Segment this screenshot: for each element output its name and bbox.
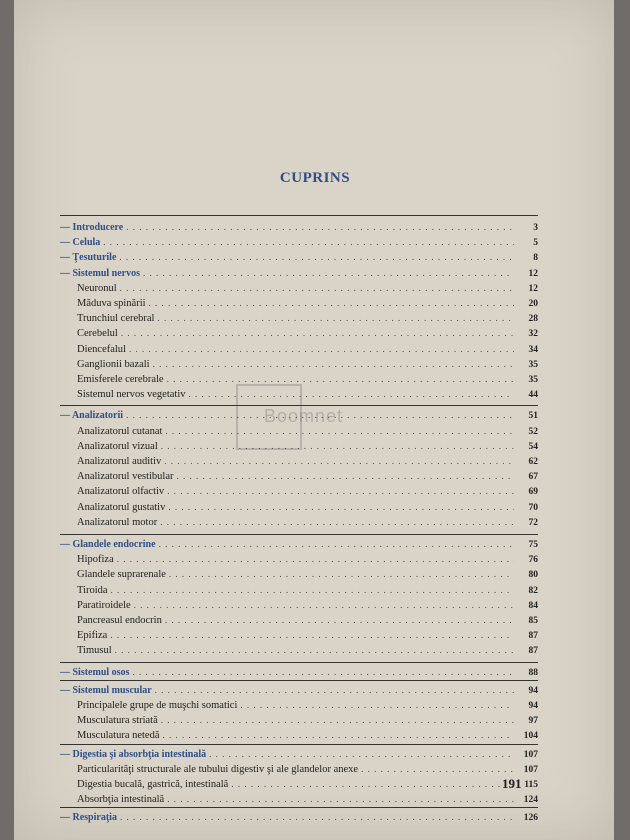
toc-subsection-entry — [60, 515, 538, 530]
toc-entry-page: 87 — [528, 646, 538, 657]
toc-entry-label: Diencefalul — [77, 343, 126, 355]
toc-entry-page: 69 — [528, 487, 538, 498]
toc-subsection-entry — [60, 281, 538, 296]
leader-dots — [129, 342, 514, 357]
toc-entry-label: Principalele grupe de muşchi somatici — [77, 700, 238, 711]
toc-section-entry — [60, 250, 538, 265]
leader-dots — [240, 698, 514, 713]
toc-entry-page: 115 — [524, 780, 538, 790]
leader-dots — [149, 296, 514, 311]
toc-entry-label: Particularităţi structurale ale tubului digestiv şi ale glandelor anexe — [77, 763, 359, 775]
toc-entry-label: Tiroida — [77, 584, 108, 596]
toc-entry-page: 62 — [528, 457, 538, 467]
toc-section-entry — [60, 810, 538, 825]
toc-entry-page: 52 — [528, 426, 538, 437]
toc-section-entry — [60, 747, 538, 762]
leader-dots — [126, 220, 514, 235]
leader-dots — [153, 357, 514, 372]
section-rule — [60, 534, 538, 535]
toc-entry-label: — Sistemul nervos — [60, 267, 140, 279]
toc-subsection-entry — [60, 552, 538, 567]
toc-entry-page: 97 — [528, 716, 538, 727]
toc-subsection-entry — [60, 583, 538, 598]
section-rule — [60, 680, 538, 681]
toc-entry-label: — Respiraţia — [60, 812, 117, 824]
leader-dots — [165, 613, 514, 628]
toc-entry-label: Analizatorul auditiv — [77, 456, 162, 467]
toc-subsection-entry — [60, 698, 538, 713]
toc-entry-page: 70 — [528, 502, 538, 513]
leader-dots — [165, 424, 514, 439]
toc-entry-label: — Sistemul muscular — [60, 684, 152, 696]
toc-entry-label: — Celula — [60, 237, 101, 249]
leader-dots — [231, 777, 514, 792]
leader-dots — [134, 598, 514, 613]
toc-entry-page: 12 — [528, 268, 538, 279]
section-rule — [60, 807, 538, 808]
toc-entry-page: 104 — [523, 731, 538, 742]
toc-entry-page: 76 — [528, 555, 538, 566]
toc-entry-label: Absorbţia intestinală — [77, 794, 165, 806]
toc-subsection-entry — [60, 296, 538, 311]
toc-section-entry — [60, 220, 538, 235]
leader-dots — [160, 515, 514, 530]
leader-dots — [103, 235, 514, 250]
toc-section-entry — [60, 235, 538, 250]
toc-entry-label: Analizatorul vizual — [77, 440, 158, 452]
leader-dots — [143, 266, 514, 281]
toc-subsection-entry — [60, 613, 538, 628]
leader-dots — [167, 792, 514, 807]
toc-entry-label: — Ţesuturile — [60, 252, 117, 264]
toc-entry-page: 44 — [528, 390, 538, 401]
leader-dots — [126, 408, 514, 423]
toc-entry-page: 5 — [533, 238, 538, 249]
toc-entry-page: 75 — [528, 540, 538, 550]
toc-subsection-entry — [60, 598, 538, 613]
leader-dots — [161, 439, 514, 454]
toc-entry-label: Analizatorul motor — [77, 516, 158, 528]
toc-subsection-entry — [60, 439, 538, 454]
toc-entry-label: — Introducere — [60, 222, 124, 233]
toc-entry-label: Musculatura striată — [77, 715, 158, 727]
toc-entry-label: — Sistemul osos — [60, 666, 130, 678]
toc-entry-label: Analizatorul cutanat — [77, 425, 163, 437]
toc-entry-label: Digestia bucală, gastrică, intestinală — [77, 779, 229, 790]
toc-subsection-entry — [60, 357, 538, 372]
toc-entry-label: Analizatorul olfactiv — [77, 486, 165, 498]
toc-section-entry — [60, 683, 538, 698]
section-rule — [60, 405, 538, 406]
toc-section-entry — [60, 537, 538, 552]
toc-subsection-entry — [60, 454, 538, 469]
toc-entry-label: Analizatorul vestibular — [77, 471, 174, 483]
toc-section-entry — [60, 665, 538, 680]
toc-entry-label: Analizatorul gustativ — [77, 501, 166, 513]
toc-entry-page: 72 — [528, 517, 538, 528]
leader-dots — [115, 643, 514, 658]
toc-entry-label: Ganglionii bazali — [77, 358, 150, 370]
leader-dots — [361, 762, 514, 777]
toc-entry-page: 80 — [528, 570, 538, 581]
toc-entry-page: 84 — [528, 600, 538, 611]
leader-dots — [111, 583, 514, 598]
leader-dots — [120, 281, 514, 296]
toc-entry-page: 67 — [528, 472, 538, 483]
toc-section-entry — [60, 408, 538, 423]
leader-dots — [132, 665, 514, 680]
toc-subsection-entry — [60, 777, 538, 792]
toc-subsection-entry — [60, 762, 538, 777]
toc-entry-page: 94 — [528, 685, 538, 696]
toc-entry-page: 82 — [528, 585, 538, 596]
leader-dots — [167, 372, 514, 387]
toc-entry-label: Timusul — [77, 645, 112, 657]
leader-dots — [157, 311, 514, 326]
toc-entry-label: — Digestia şi absorbţia intestinală — [60, 748, 207, 760]
toc-entry-label: Sistemul nervos vegetativ — [77, 389, 186, 401]
toc-entry-page: 3 — [533, 223, 538, 233]
toc-section-entry — [60, 266, 538, 281]
toc-entry-label: — Analizatorii — [60, 410, 124, 422]
toc-entry-label: Cerebelul — [77, 328, 118, 340]
toc-entry-page: 8 — [533, 253, 538, 264]
toc-subsection-entry — [60, 372, 538, 387]
leader-dots — [155, 683, 514, 698]
toc-subsection-entry — [60, 713, 538, 728]
leader-dots — [159, 537, 514, 552]
toc-subsection-entry — [60, 326, 538, 341]
toc-entry-page: 32 — [528, 329, 538, 340]
toc-entry-page: 34 — [528, 344, 538, 355]
toc-entry-label: Neuronul — [77, 282, 117, 294]
top-rule — [60, 215, 538, 216]
leader-dots — [121, 326, 514, 341]
leader-dots — [188, 387, 514, 402]
toc-entry-page: 126 — [523, 813, 538, 824]
leader-dots — [164, 454, 514, 469]
toc-entry-label: Hipofiza — [77, 554, 114, 566]
leader-dots — [209, 747, 514, 762]
toc-entry-page: 20 — [528, 299, 538, 309]
toc-entry-page: 51 — [528, 411, 538, 422]
page-title: CUPRINS — [279, 170, 351, 186]
leader-dots — [110, 628, 514, 643]
toc-subsection-entry — [60, 311, 538, 326]
toc-subsection-entry — [60, 643, 538, 658]
leader-dots — [168, 500, 514, 515]
toc-entry-page: 54 — [528, 441, 538, 452]
toc-subsection-entry — [60, 484, 538, 499]
toc-entry-page: 35 — [528, 375, 538, 385]
toc-entry-page: 107 — [523, 764, 538, 775]
leader-dots — [120, 810, 514, 825]
toc-entry-page: 85 — [528, 616, 538, 626]
leader-dots — [177, 469, 514, 484]
toc-subsection-entry — [60, 728, 538, 743]
toc-entry-page: 94 — [528, 701, 538, 711]
toc-entry-page: 28 — [528, 314, 538, 325]
leader-dots — [163, 728, 514, 743]
toc-entry-label: Paratiroidele — [77, 599, 131, 611]
toc-entry-label: Trunchiul cerebral — [77, 313, 155, 325]
toc-entry-label: Măduva spinării — [77, 298, 146, 309]
toc-entry-label: — Glandele endocrine — [60, 539, 156, 550]
toc-subsection-entry — [60, 500, 538, 515]
toc-entry-label: Emisferele cerebrale — [77, 374, 164, 385]
toc-entry-page: 35 — [528, 359, 538, 370]
toc-entry-label: Pancreasul endocrin — [77, 615, 162, 626]
section-rule — [60, 744, 538, 745]
leader-dots — [167, 484, 514, 499]
toc-entry-page: 88 — [528, 667, 538, 678]
toc-subsection-entry — [60, 792, 538, 807]
toc-subsection-entry — [60, 567, 538, 582]
watermark-text: Boomnet — [264, 406, 344, 426]
toc-entry-page: 124 — [523, 795, 538, 806]
toc-entry-page: 107 — [523, 749, 538, 760]
leader-dots — [117, 552, 514, 567]
leader-dots — [169, 567, 514, 582]
toc-entry-label: Epifiza — [77, 630, 108, 642]
toc-subsection-entry — [60, 628, 538, 643]
toc-entry-page: 12 — [528, 283, 538, 294]
toc-subsection-entry — [60, 342, 538, 357]
toc-entry-label: Glandele suprarenale — [77, 569, 166, 581]
page-number: 191 — [502, 776, 522, 791]
toc-subsection-entry — [60, 387, 538, 402]
toc-entry-label: Musculatura netedă — [77, 730, 160, 742]
section-rule — [60, 662, 538, 663]
toc-subsection-entry — [60, 469, 538, 484]
toc-entry-page: 87 — [528, 631, 538, 642]
toc-subsection-entry — [60, 424, 538, 439]
leader-dots — [161, 713, 514, 728]
leader-dots — [119, 250, 514, 265]
